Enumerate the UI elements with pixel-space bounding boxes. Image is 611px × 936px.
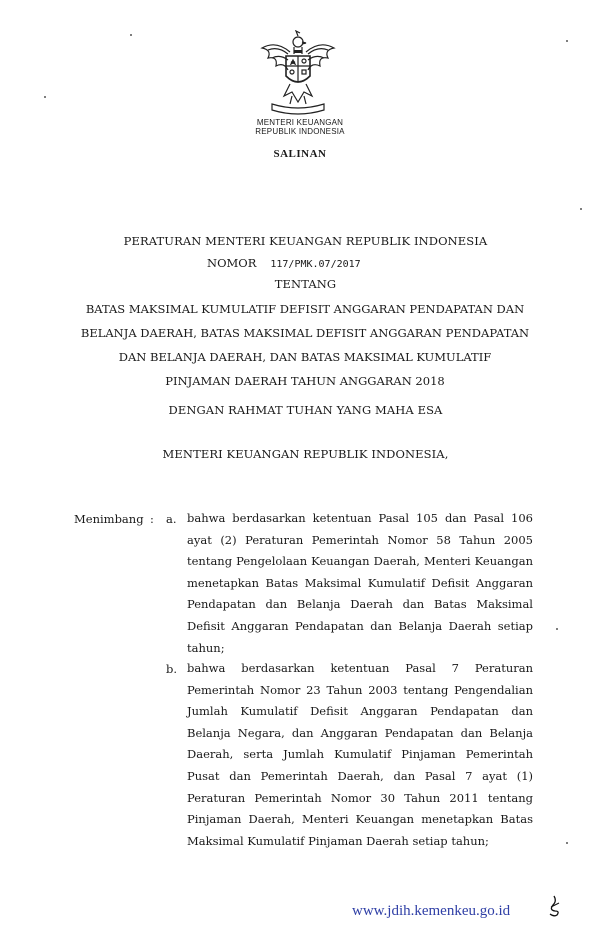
item-marker: a. bbox=[166, 512, 177, 526]
ministry-heading bbox=[230, 118, 370, 136]
subject-line: BELANJA DAERAH, BATAS MAKSIMAL DEFISIT ANGGARAN PENDAPATAN bbox=[80, 326, 530, 340]
scan-speck bbox=[580, 208, 582, 210]
issuer-line: MENTERI KEUANGAN REPUBLIK INDONESIA, bbox=[162, 447, 449, 461]
scan-speck bbox=[566, 40, 568, 42]
considering-label: Menimbang bbox=[74, 512, 144, 526]
blessing-line: DENGAN RAHMAT TUHAN YANG MAHA ESA bbox=[168, 403, 443, 417]
jdih-website-link[interactable]: www.jdih.kemenkeu.go.id bbox=[352, 903, 511, 919]
number-label: NOMOR bbox=[207, 256, 257, 270]
scan-speck bbox=[44, 96, 46, 98]
copy-stamp: SALINAN bbox=[273, 148, 327, 160]
regulation-number bbox=[207, 256, 361, 270]
garuda-emblem-icon bbox=[258, 30, 338, 118]
ministry-line: REPUBLIK INDONESIA bbox=[255, 127, 345, 136]
item-marker: b. bbox=[166, 662, 178, 676]
subject-line: PINJAMAN DAERAH TAHUN ANGGARAN 2018 bbox=[165, 374, 445, 388]
scan-speck bbox=[130, 34, 132, 36]
scan-speck bbox=[566, 842, 568, 844]
subject-line: DAN BELANJA DAERAH, DAN BATAS MAKSIMAL KUMULATIF bbox=[118, 350, 492, 364]
tentang-label: TENTANG bbox=[274, 277, 337, 291]
subject-line: BATAS MAKSIMAL KUMULATIF DEFISIT ANGGARAN PENDAPATAN DAN bbox=[85, 302, 525, 316]
regulation-subject bbox=[60, 297, 550, 393]
number-value: 117/PMK.07/2017 bbox=[270, 259, 361, 270]
considering-item-a: bahwa berdasarkan ketentuan Pasal 105 dan Pasal 106 ayat (2) Peraturan Pemerintah Nomor 58 Tahun 2005 tentang Pengelolaan Keuangan Daerah, Menteri Keuangan menetapkan Batas Maksimal Kumulatif Defisit Anggaran Pendapatan dan Belanja Daerah dan Batas Maksimal Defisit Anggaran Pendapatan dan Belanja Daerah setiap tahun; bbox=[187, 511, 533, 655]
considering-colon: : bbox=[150, 512, 154, 526]
initial-signature-icon bbox=[545, 895, 563, 917]
ministry-line: MENTERI KEUANGAN bbox=[256, 118, 344, 127]
considering-item-b: bahwa berdasarkan ketentuan Pasal 7 Peraturan Pemerintah Nomor 23 Tahun 2003 tentang Pengendalian Jumlah Kumulatif Defisit Anggaran Pendapatan dan Belanja Negara, dan Anggaran Pendapatan dan Belanja Daerah, serta Jumlah Kumulatif Pinjaman Pemerintah Pusat dan Pemerintah Daerah, dan Pasal 7 ayat (1) Peraturan Pemerintah Nomor 30 Tahun 2011 tentang Pinjaman Daerah, Menteri Keuangan menetapkan Batas Maksimal Kumulatif Pinjaman Daerah setiap tahun; bbox=[187, 661, 533, 848]
regulation-title: PERATURAN MENTERI KEUANGAN REPUBLIK INDONESIA bbox=[123, 234, 488, 248]
scan-speck bbox=[556, 628, 558, 630]
